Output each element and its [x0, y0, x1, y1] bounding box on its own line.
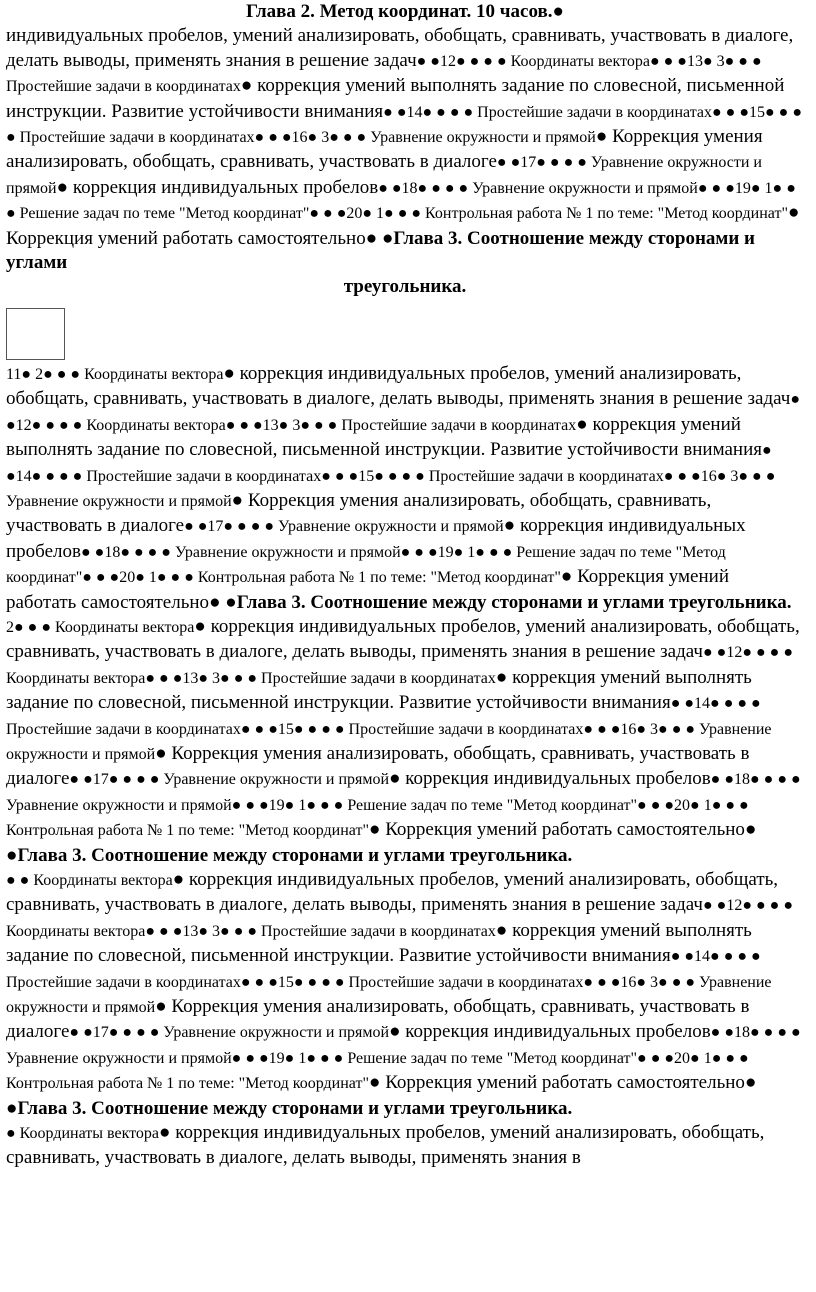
section2-segment: ● ●Глава 3. Соотношение между сторонами и углами треугольника. — [209, 591, 792, 613]
section1-segment: ● Коррекция умений работать самостоятельно — [6, 202, 800, 249]
section2-segment: ● ●12● ● ● ● Координаты вектора● ● ●13● 3● ● ● Простейшие задачи в координатах — [6, 391, 801, 434]
section3-segment: ● ●17● ● ● ● Уравнение окружности и прямой — [69, 771, 390, 789]
heading-tail: треугольника. — [343, 276, 467, 298]
section1-segment: индивидуальных пробелов, умений анализировать, обобщать, сравнивать, участвовать в диалоге, делать выводы, применять знания в решение задач — [6, 25, 794, 71]
section4-segment: ● ●14● ● ● ● Простейшие задачи в координатах● ● ●15● ● ● ● Простейшие задачи в координатах● ● ●16● 3● ● ● Уравнение окружности и прямой — [6, 948, 772, 1017]
top-heading: Глава 2. Метод координат. 10 часов.● — [246, 1, 564, 22]
section3-segment: 2● ● ● Координаты вектора — [6, 618, 195, 636]
section4-segment: ● Коррекция умений работать самостоятельно — [368, 1072, 745, 1094]
section3-segment: ● Коррекция умений работать самостоятельно — [368, 819, 745, 841]
section4-segment: ● коррекция умений выполнять задание по словесной, письменной инструкции. Развитие устойчивости внимания — [6, 919, 752, 967]
section4-segment: ● Коррекция умения анализировать, обобщать, сравнивать, участвовать в диалоге — [6, 996, 750, 1043]
section3-segment: ● коррекция умений выполнять задание по словесной, письменной инструкции. Развитие устойчивости внимания — [6, 666, 752, 714]
section2-segment: ● ●17● ● ● ● Уравнение окружности и прямой — [184, 518, 504, 536]
section2-segment: ● коррекция индивидуальных пробелов, умений анализировать, обобщать, сравнивать, участвовать в диалоге, делать выводы, применять знания в решение задач — [6, 362, 791, 410]
section2-segment: ● коррекция индивидуальных пробелов — [6, 515, 746, 562]
section2-segment: ● ●14● ● ● ● Простейшие задачи в координатах● ● ●15● ● ● ● Простейшие задачи в координатах● ● ●16● 3● ● ● Уравнение окружности и прямой — [6, 442, 776, 510]
section3-segment: ● коррекция индивидуальных пробелов — [389, 768, 711, 790]
section2-segment: ● ●18● ● ● ● Уравнение окружности и прямой● ● ●19● 1● ● ● Решение задач по теме "Метод координат"● ● ●20● 1● ● ● Контрольная работа № 1 по теме: "Метод координат" — [6, 543, 726, 587]
section3-segment: ● ●Глава 3. Соотношение между сторонами и углами треугольника. — [6, 819, 757, 866]
section4-segment: ● ●17● ● ● ● Уравнение окружности и прямой — [69, 1024, 390, 1042]
text-block-1 — [6, 24, 804, 275]
section4-segment: ● коррекция индивидуальных пробелов — [389, 1021, 711, 1043]
section1-segment: ● ●Глава 3. Соотношение между сторонами и углами — [6, 227, 755, 274]
section1-segment: ● коррекция умений выполнять задание по словесной, письменной инструкции. Развитие устойчивости внимания — [6, 75, 785, 122]
section2-segment: ● Коррекция умений работать самостоятельно — [6, 566, 729, 613]
section5-segment: ● коррекция индивидуальных пробелов, умений анализировать, обобщать, сравнивать, участвовать в диалоге, делать выводы, применять знания в — [6, 1122, 765, 1169]
text-block-2 — [6, 362, 804, 615]
section1-segment: ● ●17● ● ● ● Уравнение окружности и прямой — [6, 154, 762, 197]
section4-segment: ● ●12● ● ● ● Координаты вектора● ● ●13● 3● ● ● Простейшие задачи в координатах — [6, 897, 793, 940]
section1-segment: ● ●12● ● ● ● Координаты вектора● ● ●13● 3● ● ● Простейшие задачи в координатах — [6, 52, 762, 96]
section3-segment: ● ●14● ● ● ● Простейшие задачи в координатах● ● ●15● ● ● ● Простейшие задачи в координатах● ● ●16● 3● ● ● Уравнение окружности и прямой — [6, 695, 772, 763]
section3-segment: ● Коррекция умения анализировать, обобщать, сравнивать, участвовать в диалоге — [6, 742, 750, 790]
section4-segment: ● ● Координаты вектора — [6, 872, 173, 889]
section4-segment: ● ●Глава 3. Соотношение между сторонами и углами треугольника. — [6, 1072, 757, 1119]
section1-segment: ● ●14● ● ● ● Простейшие задачи в координатах● ● ●15● ● ● ● Простейшие задачи в координатах● ● ●16● 3● ● ● Уравнение окружности и прямой — [6, 103, 802, 147]
section3-segment: ● коррекция индивидуальных пробелов, умений анализировать, обобщать, сравнивать, участвовать в диалоге, делать выводы, применять знания в решение задач — [6, 615, 800, 663]
section2-segment: ● коррекция умений выполнять задание по словесной, письменной инструкции. Развитие устойчивости внимания — [6, 413, 762, 461]
text-block-5 — [6, 1121, 804, 1171]
section1-segment: ● ●18● ● ● ● Уравнение окружности и прямой● ● ●19● 1● ● ● Решение задач по теме "Метод координат"● ● ●20● 1● ● ● Контрольная работа № 1 по теме: "Метод координат" — [6, 179, 796, 223]
empty-frame — [6, 308, 65, 360]
text-block-4 — [6, 868, 804, 1121]
section2-segment: 11● 2● ● ● Координаты вектора — [6, 365, 224, 383]
section4-segment: ● коррекция индивидуальных пробелов, умений анализировать, обобщать, сравнивать, участвовать в диалоге, делать выводы, применять знания в решение задач — [6, 869, 779, 916]
section1-segment: ● Коррекция умения анализировать, обобщать, сравнивать, участвовать в диалоге — [6, 126, 763, 173]
text-block-3 — [6, 615, 804, 868]
section3-segment: ● ●12● ● ● ● Координаты вектора● ● ●13● 3● ● ● Простейшие задачи в координатах — [6, 644, 793, 687]
section1-segment: ● коррекция индивидуальных пробелов — [56, 176, 379, 198]
section3-segment: ● ●18● ● ● ● Уравнение окружности и прямой● ● ●19● 1● ● ● Решение задач по теме "Метод координат"● ● ●20● 1● ● ● Контрольная работа № 1 по теме: "Метод координат" — [6, 771, 801, 840]
section2-segment: ● Коррекция умения анализировать, обобщать, сравнивать, участвовать в диалоге — [6, 489, 712, 537]
section4-segment: ● ●18● ● ● ● Уравнение окружности и прямой● ● ●19● 1● ● ● Решение задач по теме "Метод координат"● ● ●20● 1● ● ● Контрольная работа № 1 по теме: "Метод координат" — [6, 1024, 801, 1093]
section5-segment: ● Координаты вектора — [6, 1125, 160, 1143]
